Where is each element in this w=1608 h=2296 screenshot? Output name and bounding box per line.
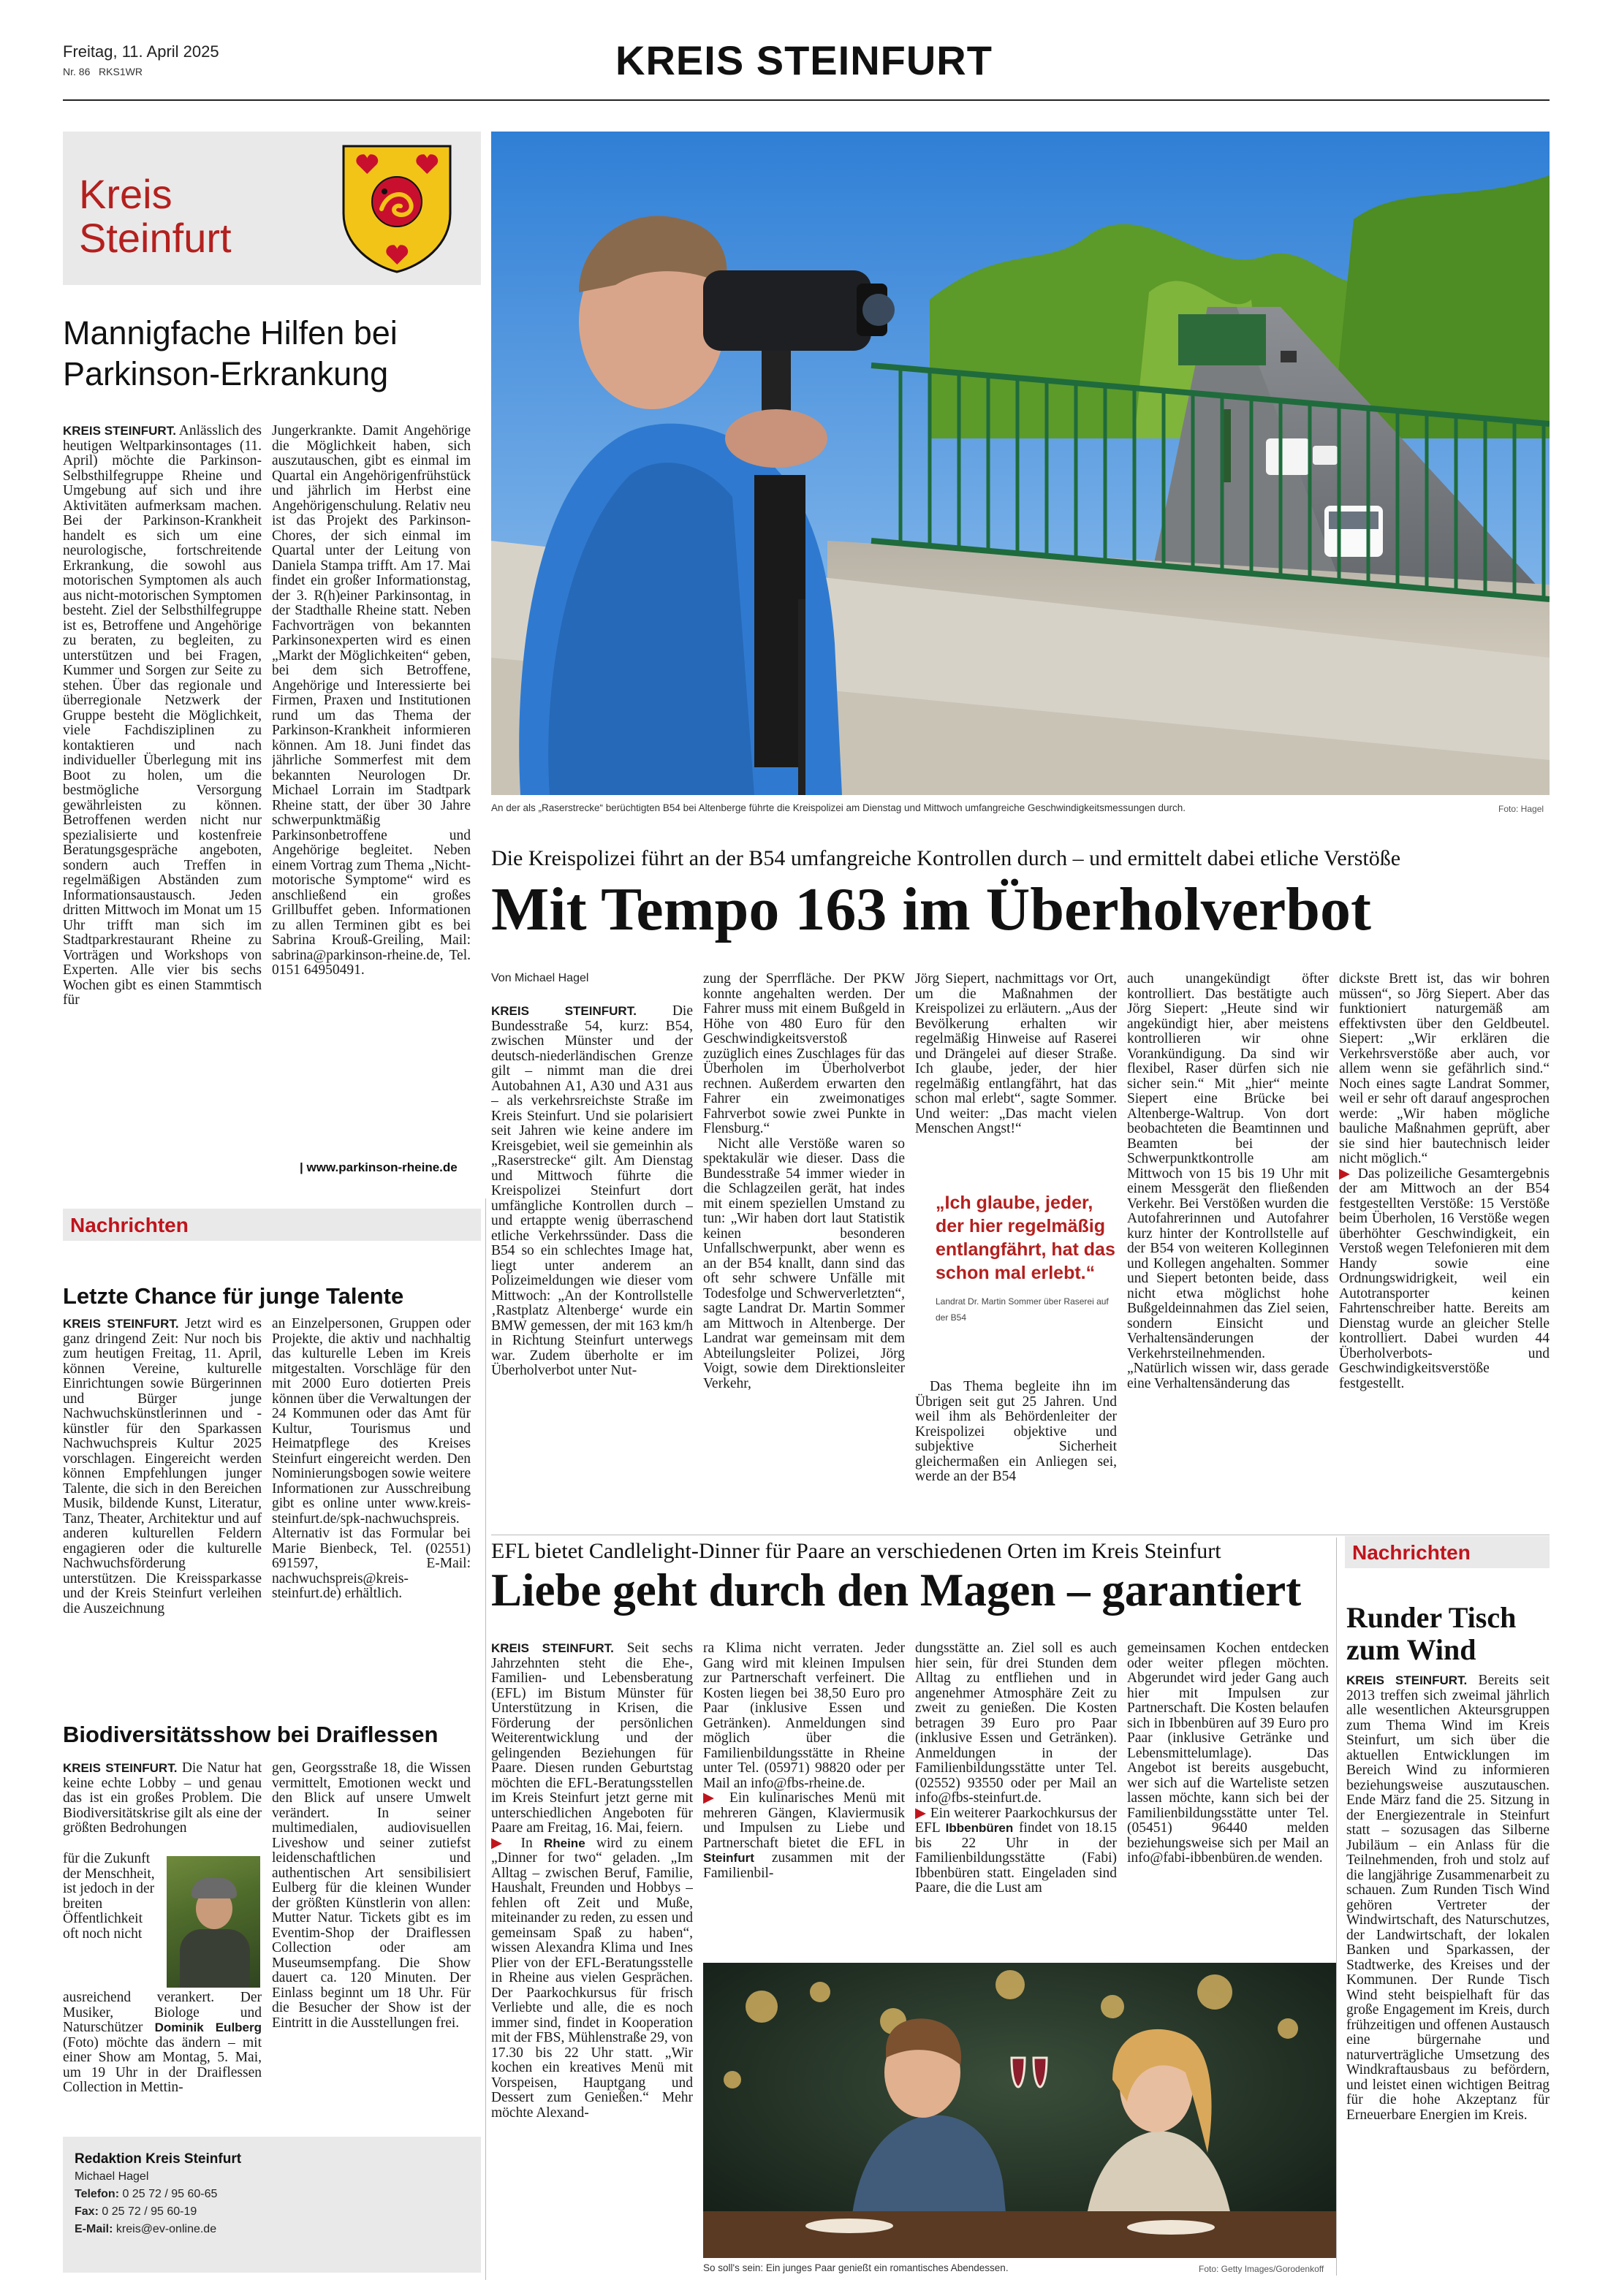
contact-name: Michael Hagel <box>75 2170 149 2183</box>
main-col5-para2-text: Das polizeiliche Gesamtergebnis der am Mittwoch an der B54 festgestellten Verstöße: 15 Verstöße beim Überholen, 16 Verstöße wegen überhöhter Geschwindigkeit, ein Verstoß wegen Telefonieren mit dem Handy sowie eine Ordnungswidrigkeit, weil ein Autotransporter keinen Fahrtenschreiber hatte. Bereits am Dienstag wurde an gleicher Stelle kontrolliert. Dabei wurden 44 Überholverbots- und Geschwindigkeitsverstöße festgestellt. <box>1339 1166 1550 1391</box>
main-kicker: Die Kreispolizei führt an der B54 umfangreiche Kontrollen durch – und ermittelt dabei etliche Verstöße <box>491 846 1401 870</box>
news2-col1-text-c: ausreichend verankert. Der Musiker, Biologe und Naturschützer <box>63 1991 262 2035</box>
contact-email-value[interactable]: kreis@ev-online.de <box>115 2223 217 2235</box>
efl-kicker: EFL bietet Candlelight-Dinner für Paare an verschiedenen Orten im Kreis Steinfurt <box>491 1539 1221 1563</box>
main-col3-para1: Jörg Siepert, nachmittags vor Ort, um die Maßnahmen der Kreispolizei zu erläutern. „Aus der Bevölkerung erhalten wir regelmäßig Hinweise auf Raserei und Drängelei auf dieser Straße. Ich glaube, jeder, der hier regelmäßig entlangfährt, hat das schon mal erlebt“, sagte Sommer. Und weiter: „Das macht vielen Menschen Angst!“ <box>915 972 1117 1136</box>
arrow-icon: ▶ <box>491 1835 510 1851</box>
efl-col4-text: gemeinsamen Kochen entdecken oder weiter pflegen möchten. Abgerundet wird jeder Gang auch hier mit Impulsen zur Partnerschaft. Die Kosten belaufen sich in Ibbenbüren auf 39 Euro pro Paar (inklusive Getränke und Lebensmittelumlage). Das Angebot ist bereits ausgebucht, wer sich auf die Warteliste setzen lassen möchte, kann sich bei der Familienbildungsstätte unter Tel. (05451) 96440 melden beziehungsweise sich per Mail an info@fabi-ibbenbüren.de wenden. <box>1127 1641 1329 1866</box>
main-col2-para2: Nicht alle Verstöße waren so spektakulär wie dieser. Dass die Bundesstraße 54 immer wieder in die Schlagzeilen gerät, hat indes mit einem speziellen Umstand zu tun: „Wir haben dort laut Statistik keinen besonderen Unfallschwerpunkt, aber wenn es an der B54 knallt, dann sind das oft sehr schwere Unfälle mit Todesfolge und Schwerverletzten“, sagte Landrat Dr. Martin Sommer am Mittwoch in Altenberge. Der Landrat war gemeinsam mit dem Abteilungsleiter Polizei, Jörg Voigt, sowie dem Direktionsleiter Verkehr, <box>703 1136 905 1391</box>
issue-number: Nr. 86 <box>63 66 91 77</box>
efl-col1-para2 <box>491 1836 693 2121</box>
news1-dateline: KREIS STEINFURT. <box>63 1317 179 1331</box>
main-byline: Von Michael Hagel <box>491 972 589 984</box>
news2-col2 <box>272 1761 471 2112</box>
right-news-headline-line2: zum Wind <box>1346 1633 1476 1666</box>
dinner-photo-caption: So soll's sein: Ein junges Paar genießt ein romantisches Abendessen. <box>703 2262 1009 2273</box>
article1-headline <box>63 313 398 395</box>
efl-col1 <box>491 1641 693 2277</box>
news2-col1-text-a: Die Natur hat keine echte Lobby – und genau das ist ein großes Problem. Die Biodiversitätskrise gilt als eine der größten Bedrohungen <box>63 1761 262 1836</box>
section-title: KREIS STEINFURT <box>615 37 993 83</box>
news1-headline: Letzte Chance für junge Talente <box>63 1283 404 1309</box>
efl-col1-pre: In <box>520 1835 533 1851</box>
article1-headline-line1: Mannigfache Hilfen bei <box>63 314 398 351</box>
news2-col1-top <box>63 1761 262 1852</box>
dinner-photo-credit: Foto: Getty Images/Gorodenkoff <box>1199 2264 1324 2274</box>
efl-col2-pre: Ein kulinarisches Menü mit mehreren Gängen, Klaviermusik und Impulsen zu Liebe und Partnerschaft bietet die EFL in <box>703 1790 905 1851</box>
arrow-icon: ▶ <box>1339 1166 1352 1182</box>
article1-col1 <box>63 424 262 1176</box>
news2-col1-text-d: (Foto) möchte das ändern – mit einer Show am Montag, 5. Mai, um 19 Uhr in der Draiflessen Collection in Mettin- <box>63 2034 262 2095</box>
right-news-headline-line1: Runder Tisch <box>1346 1601 1517 1634</box>
main-photo-caption: An der als „Raserstrecke“ berüchtigten B54 bei Altenberge führte die Kreispolizei am Dienstag und Mittwoch umfangreiche Geschwindigkeitsmessungen durch. <box>491 802 1186 813</box>
news-label: Nachrichten <box>70 1214 189 1236</box>
efl-col1-place: Rheine <box>543 1836 585 1850</box>
header-rule <box>63 99 1550 101</box>
main-dateline: KREIS STEINFURT. <box>491 1004 637 1018</box>
article1-dateline: KREIS STEINFURT. <box>63 424 176 438</box>
contact-email <box>75 2223 216 2236</box>
quote-box <box>936 1191 1118 1326</box>
main-headline: Mit Tempo 163 im Überholverbot <box>491 875 1371 943</box>
news2-dateline: KREIS STEINFURT. <box>63 1761 178 1775</box>
efl-col3-place: Ibbenbüren <box>945 1821 1014 1835</box>
contact-phone-value: 0 25 72 / 95 60-65 <box>122 2188 218 2200</box>
efl-col1-text-b: wird zu einem „Dinner for two“ geladen. „Im Alltag – zwischen Beruf, Familie, Haushalt, Freunden und Hobbys – fehlen oft Zeit und Muße, miteinander zu reden, zu essen und gemeinsam Spaß zu haben“, wissen Alexandra Klima und Ines Plier von der EFL-Beratungsstelle in Rheine aus vielen Gesprächen. Der Paarkochkursus für frisch Verliebte und alle, die es noch immer sind, findet in Kooperation mit der FBS, Mühlenstraße 29, von 17.30 bis 22 Uhr statt. „Wir kochen ein kreatives Menü mit Vorspeisen, Hauptgang und Dessert zum Genießen.“ Mehr möchte Alexand- <box>491 1835 693 2121</box>
contact-phone <box>75 2188 217 2201</box>
region-name <box>79 172 232 260</box>
right-news-label: Nachrichten <box>1352 1541 1471 1564</box>
arrow-icon: ▶ <box>703 1790 721 1806</box>
main-col3-top <box>915 972 1117 1166</box>
article1-web-link[interactable]: | www.parkinson-rheine.de <box>300 1160 458 1174</box>
region-name-line1: Kreis <box>79 171 172 217</box>
main-col5-para2 <box>1339 1167 1550 1392</box>
main-col1-text: Die Bundesstraße 54, kurz: B54, zwischen Münster und der deutsch-niederländischen Grenze gilt – nimmt man die drei Autobahnen A1, A30 und A31 aus – als verkehrsreichste Straße im Kreis Steinfurt. Und sie polarisiert seit Jahren wie keine andere im Kreisgebiet, weil sie gemeinhin als „Raserstrecke“ gilt. Am Dienstag und Mittwoch führte die Kreispolizei Steinfurt dort umfängliche Kontrollen durch – und ertappte wenig überraschend etliche Verkehrssünder. Dass die B54 so ein schlechtes Image hat, liegt unter anderem an Polizeimeldungen wie dieser vom Mittwoch: „An der Kontrollstelle ‚Rastplatz Altenberge‘ wurde ein BMW gemessen, der mit 163 km/h in Richtung Steinfurt unterwegs war. Zudem überholte er im Überholverbot unter Nut- <box>491 1004 693 1378</box>
efl-headline: Liebe geht durch den Magen – garantiert <box>491 1565 1302 1616</box>
news2-col1-text-b: für die Zukunft der Menschheit, ist jedoch in der breiten Öffentlichkeit oft noch nicht <box>63 1852 155 1942</box>
article1-col2 <box>272 424 471 1162</box>
pull-quote-source: Landrat Dr. Martin Sommer über Raserei auf der B54 <box>936 1296 1109 1323</box>
news2-col2-text: gen, Georgsstraße 18, die Wissen vermittelt, Emotionen weckt und den Blick auf unsere Umwelt verändert. In seiner multimedialen, audiovisuellen Liveshow und seiner zutiefst leidenschaftlichen und authentischen Art sensibilisiert Eulberg für die kleinen Wunder der größten Künstlerin von allen: Mutter Natur. Tickets gibt es im Eventim-Shop der Draiflessen Collection oder am Museumsempfang. Die Show dauert ca. 120 Minuten. Der Einlass beginnt um 18 Uhr. Für die Besucher der Show ist der Eintritt in die Ausstellungen frei. <box>272 1761 471 2031</box>
main-col2 <box>703 972 905 1535</box>
main-col5-para1: dickste Brett ist, das wir bohren müssen“, so Jörg Siepert. Aber das funktioniert naturgemäß am effektivsten über den Geldbeutel. Siepert: „Wir erklären die Verkehrsverstöße aber auch, vor allem wenn sie gefährlich sind.“ Noch eines sagte Landrat Sommer, weil er sehr oft darauf angesprochen werde: „Wir haben mögliche bauliche Maßnahmen geprüft, aber sie sind hier bautechnisch leider nicht möglich.“ <box>1339 972 1550 1166</box>
contact-email-label: E-Mail: <box>75 2223 113 2235</box>
efl-col1-text-a: Seit sechs Jahrzehnten steht die Ehe-, Familien- und Lebensberatung (EFL) im Bistum Münster für Unterstützung in Krisen, die Förderung der persönlichen Weiterentwicklung und der gelingenden Beziehungen für Paare. Diesen runden Geburtstag möchten die EFL-Beratungsstellen im Kreis Steinfurt jetzt gerne mit unterschiedlichen Angeboten für Paare am Freitag, 16. Mai, feiern. <box>491 1641 693 1836</box>
efl-col3-para1: dungsstätte an. Ziel soll es auch hier sein, für drei Stunden dem Alltag zu entfliehen und in angenehmer Atmosphäre Zeit zu zweit zu genießen. Die Kosten betragen 39 Euro pro Paar (inklusive Essen und Getränken). Anmeldungen in der Familienbildungsstätte unter Tel. (02552) 93550 oder per Mail an info@fbs-steinfurt.de. <box>915 1641 1117 1806</box>
pull-quote: „Ich glaube, jeder, der hier regelmäßig entlangfährt, hat das schon mal erlebt.“ <box>936 1193 1115 1283</box>
contact-fax <box>75 2205 197 2219</box>
right-news-headline <box>1346 1602 1516 1666</box>
right-column-divider <box>1336 1537 1337 2276</box>
efl-col3-pre: Ein weiterer Paarkochkursus der EFL <box>915 1805 1117 1836</box>
efl-col2-para2 <box>703 1791 905 1881</box>
news2-col1-bottom <box>63 1991 262 2115</box>
speed-check-photo <box>491 132 1550 795</box>
efl-col2 <box>703 1641 905 1955</box>
main-col2-para1: zung der Sperrfläche. Der PKW konnte angehalten werden. Der Fahrer muss mit einem Bußgeld in Höhe von 480 Euro für den Geschwindigkeitsverstoß zuzüglich eines Zuschlages für das Überholen im Überholverbot rechnen. Außerdem erwarten den Fahrer ein zweimonatiges Fahrverbot sowie zwei Punkte in Flensburg.“ <box>703 972 905 1136</box>
efl-col2-text-b: zusammen mit der Familienbil- <box>703 1850 905 1881</box>
news1-col1 <box>63 1317 262 1697</box>
coat-of-arms-icon <box>341 143 453 273</box>
contact-phone-label: Telefon: <box>75 2188 120 2200</box>
contact-title: Redaktion Kreis Steinfurt <box>75 2151 242 2167</box>
article1-col2-text: Jungerkrankte. Damit Angehörige die Möglichkeit haben, sich auszutauschen, gibt es einmal im Quartal ein Angehörigenfrühstück und jährlich im Herbst eine Angehörigenschulung. Relativ neu ist das Projekt des Parkinson-Chores, der sich einmal im Quartal unter der Leitung von Daniela Stampa trifft. Am 17. Mai findet ein großer Informationstag, der 3. R(h)einer Parkinsontag, in der Stadthalle Rheine statt. Neben Fachvorträgen von bekannten Parkinsonexperten wird es einen „Markt der Möglichkeiten“ geben, bei dem sich Betroffene, Angehörige und Interessierte bei Firmen, Praxen und Institutionen rund um das Thema der Parkinson-Krankheit informieren können. Am 18. Juni findet das jährliche Sommerfest mit dem bekannten Neurologen Dr. Michael Lorrain im Stadtpark Rheine statt, der über 30 Jahre schwerpunktmäßig Parkinsonbetroffene und Angehörige begleitet. Neben einem Vortrag zum Thema „Nicht-motorische Symptome“ wird es anschließend ein großes Grillbuffet geben. Informationen zu allen Terminen gibt es bei Sabrina Krouß-Greiling, Mail: sabrina@parkinson-rheine.de, Tel. 0151 64950491. <box>272 424 471 978</box>
news2-headline: Biodiversitätsshow bei Draiflessen <box>63 1722 439 1747</box>
news1-col2-text: an Einzelpersonen, Gruppen oder Projekte, die aktiv und nachhaltig das kulturelle Leben im Kreis mitgestalten. Vorschläge für den mit 2000 Euro dotierten Preis können über die Verwaltungen der 24 Kommunen oder das Amt für Kultur, Tourismus und Heimatpflege des Kreises Steinfurt eingereicht werden. Den Nominierungsbogen sowie weitere Informationen zur Ausschreibung gibt es online unter www.kreis-steinfurt.de/spk-nachwuchspreis. Alternativ ist das Formular bei Marie Bienbeck, Tel. (02551) 691597, E-Mail: nachwuchspreis@kreis-steinfurt.de) erhältlich. <box>272 1317 471 1601</box>
main-col5 <box>1339 972 1550 1535</box>
dinner-photo <box>703 1963 1336 2258</box>
article1-headline-line2: Parkinson-Erkrankung <box>63 355 389 392</box>
efl-col1-para1 <box>491 1641 693 1836</box>
edition-code: RKS1WR <box>99 66 143 77</box>
news2-col1-beside-photo <box>63 1852 158 1991</box>
main-col4 <box>1127 972 1329 1535</box>
news1-col1-text: Jetzt wird es ganz dringend Zeit: Nur noch bis zum heutigen Freitag, 11. April, können Vereine, kulturelle Einrichtungen sowie Bürgerinnen und Bürger junge Nachwuchskünstlerinnen und -künstler für den Sparkassen Nachwuchspreis Kultur 2025 vorschlagen. Eingereicht werden können Empfehlungen junger Talente, die sich in den Bereichen Musik, bildende Kunst, Literatur, Tanz, Theater, Architektur und auf anderen kulturellen Feldern engagieren oder die kulturelle Nachwuchsförderung unterstützen. Die Kreissparkasse und der Kreis Steinfurt verleihen die Auszeichnung <box>63 1317 262 1616</box>
efl-col2-para1: ra Klima nicht verraten. Jeder Gang wird mit kleinen Impulsen zur Partnerschaft verfeinert. Die Kosten liegen bei 38,50 Euro pro Paar (inklusive Essen und Getränken). Anmeldungen sind möglich über die Familienbildungsstätte in Rheine unter Tel. (05971) 98820 oder per Mail an info@fbs-rheine.de. <box>703 1641 905 1791</box>
main-col1 <box>491 1004 693 1537</box>
region-name-line2: Steinfurt <box>79 215 232 261</box>
news2-person: Dominik Eulberg <box>154 2021 262 2034</box>
article1-col1-text: Anlässlich des heutigen Weltparkinsontages (11. April) möchte die Parkinson-Selbsthilfegruppe Rheine und Umgebung auf sich und ihre Aktivitäten aufmerksam machen. Bei der Parkinson-Krankheit handelt es sich um eine neurologische, fortschreitende Erkrankung, die sowohl aus motorischen Symptomen als auch aus nicht-motorischen Symptomen besteht. Ziel der Selbsthilfegruppe ist es, Betroffene und Angehörige zu beraten, zu begleiten, zu unterstützen und bei Fragen, Kummer und Sorgen zur Seite zu stehen. Über das regionale und überregionale Netzwerk der Gruppe besteht die Möglichkeit, viele Fachdisziplinen zu kontaktieren und nach individueller Überlegung mit ins Boot zu holen, um die bestmögliche Versorgung gewährleisten zu können. Betroffenen werden nicht nur spezialisierte und kostenfreie Beratungsgespräche angeboten, sondern auch Treffen in regelmäßigen Abständen zum Informationsaustausch. Jeden dritten Mittwoch im Monat um 15 Uhr trifft man sich im Stadtparkrestaurant Rheine zu Vorträgen und Workshops von Experten. Alle vier bis sechs Wochen gibt es einen Stammtisch für <box>63 424 262 1008</box>
page-date: Freitag, 11. April 2025 <box>63 42 219 61</box>
right-news-body <box>1346 1673 1550 2277</box>
news1-col2 <box>272 1317 471 1697</box>
main-col4-text: auch unangekündigt öfter kontrolliert. Das bestätigte auch Jörg Siepert: „Heute sind wir angekündigt hier, aber meistens kontrollieren wir ohne Vorankündigung. Da sind wir flexibel, Raser dürfen sich nie sicher sein.“ Mit „hier“ meinte Siepert eine Brücke bei Altenberge-Waltrup. Von dort beobachteten die Beamtinnen und Beamten bei der Schwerpunktkontrolle am Mittwoch von 15 bis 19 Uhr mit einem Messgerät den fließenden Verkehr. Bei Verstößen wurden die Autofahrerinnen und Autofahrer kurz hinter der Kontrollstelle auf der B54 von weiteren Kolleginnen und Kollegen angehalten. Sommer und Siepert betonten beide, dass nicht etwa möglichst hohe Bußgeldeinnahmen das Ziel seien, sondern Einsicht und Verhaltensänderungen der Verkehrsteilnehmenden. „Natürlich wissen wir, dass gerade eine Verhaltensänderung das <box>1127 972 1329 1391</box>
portrait-photo <box>167 1856 260 1988</box>
right-news-text: Bereits seit 2013 treffen sich zweimal jährlich alle wesentlichen Akteursgruppen zum Thema Wind im Kreis Steinfurt, um sich über die aktuellen Entwicklungen im Bereich Wind zu informieren beziehungsweise auszutauschen. Ende März fand die 25. Sitzung in der Energiezentrale in Steinfurt statt – sozusagen das Silberne Jubiläum – ein Anlass für die Teilnehmenden, froh und stolz auf die langjährige Zusammenarbeit zu schauen. Zum Runden Tisch Wind gehören Vertreter der Windwirtschaft, des Naturschutzes, der Landwirtschaft, der lokalen Banken und Sparkassen, der Stadtwerke, des Kreises und der Kommunen. Der Runde Tisch Wind steht beispielhaft für das große Engagement im Kreis, durch frühzeitigen und offenen Austausch eine bürgernahe und naturverträgliche Umsetzung des Windkraftausbaus zu befördern, und leistet einen wichtigen Beitrag für die hohe Akzeptanz für Erneuerbare Energien im Kreis. <box>1346 1673 1550 2123</box>
efl-dateline: KREIS STEINFURT. <box>491 1641 614 1655</box>
main-col3-bottom <box>915 1380 1117 1535</box>
right-news-dateline: KREIS STEINFURT. <box>1346 1673 1468 1687</box>
main-col3-para2: Das Thema begleite ihn im Übrigen seit gut 25 Jahren. Und weil ihm als Behördenleiter der Kreispolizei objektive und subjektive Sicherheit gleichermaßen ein Anliegen sei, werde an der B54 <box>915 1380 1117 1484</box>
efl-col2-place: Steinfurt <box>703 1851 754 1865</box>
contact-fax-label: Fax: <box>75 2205 99 2218</box>
efl-col4 <box>1127 1641 1329 1955</box>
column-divider <box>485 1198 486 2280</box>
arrow-icon: ▶ <box>915 1805 927 1821</box>
contact-fax-value: 0 25 72 / 95 60-19 <box>102 2205 197 2218</box>
efl-col3 <box>915 1641 1117 1955</box>
main-photo-credit: Foto: Hagel <box>1498 804 1544 814</box>
efl-col3-para2 <box>915 1806 1117 1896</box>
efl-col3-text-b: findet von 18.15 bis 22 Uhr in der Familienbildungsstätte (Fabi) Ibbenbüren statt. Eingeladen sind Paare, die die Lust am <box>915 1820 1117 1896</box>
